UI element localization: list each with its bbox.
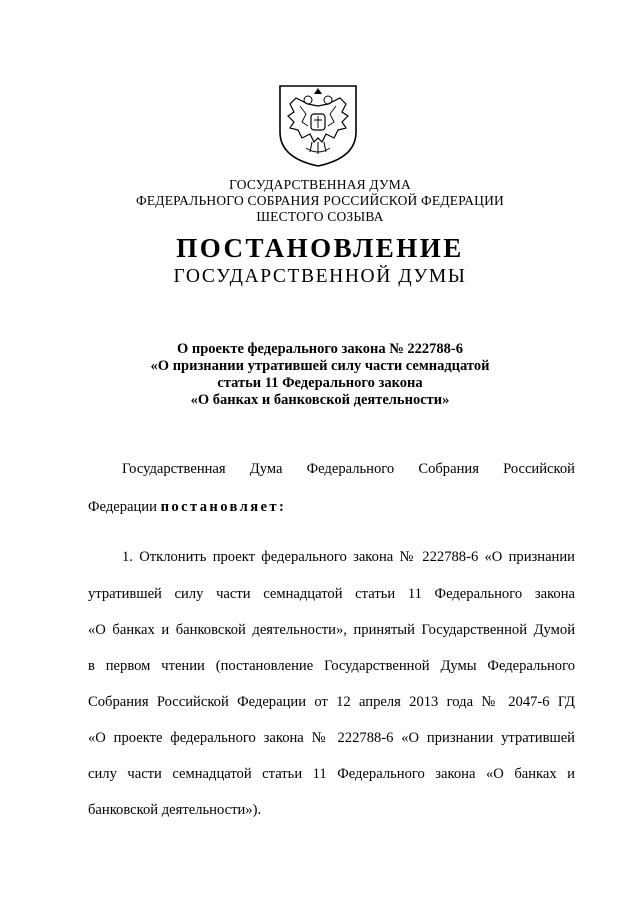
header-line-1: ГОСУДАРСТВЕННАЯ ДУМА: [229, 177, 411, 192]
document-title: ПОСТАНОВЛЕНИЕ: [176, 233, 464, 263]
subject-line-3: статьи 11 Федерального закона: [217, 375, 423, 391]
coat-of-arms-emblem: [276, 82, 360, 168]
item1-line-7: силу части семнадцатой статьи 11 Федерального закона «О банках и: [88, 766, 575, 782]
item1-line-8: банковской деятельности»).: [88, 802, 262, 818]
subject-line-4: «О банках и банковской деятельности»: [190, 392, 450, 408]
item1-line-4: в первом чтении (постановление Государственной Думы Федерального: [88, 658, 575, 674]
item1-line-6: «О проекте федерального закона № 222788-6 «О признании утратившей: [88, 730, 575, 746]
preamble-line-2: [88, 498, 575, 516]
subject-line-1: О проекте федерального закона № 222788-6: [176, 341, 464, 357]
item1-line-3: «О банках и банковской деятельности», принятый Государственной Думой: [88, 622, 575, 638]
item1-line-1: 1. Отклонить проект федерального закона № 222788-6 «О признании: [122, 549, 575, 565]
item1-line-2: утратившей силу части семнадцатой статьи 11 Федерального закона: [88, 586, 575, 602]
preamble-line-1: Государственная Дума Федерального Собрания Российской: [122, 461, 575, 477]
header-line-3: ШЕСТОГО СОЗЫВА: [256, 209, 384, 224]
resolves-word: постановляет:: [160, 499, 287, 515]
header-line-2: ФЕДЕРАЛЬНОГО СОБРАНИЯ РОССИЙСКОЙ ФЕДЕРАЦИИ: [136, 193, 504, 208]
document-subtitle: ГОСУДАРСТВЕННОЙ ДУМЫ: [173, 266, 467, 287]
preamble-text: Федерации: [88, 499, 161, 515]
item1-line-5: Собрания Российской Федерации от 12 апреля 2013 года № 2047-6 ГД: [88, 694, 575, 710]
subject-line-2: «О признании утратившей силу части семнадцатой: [150, 358, 490, 374]
